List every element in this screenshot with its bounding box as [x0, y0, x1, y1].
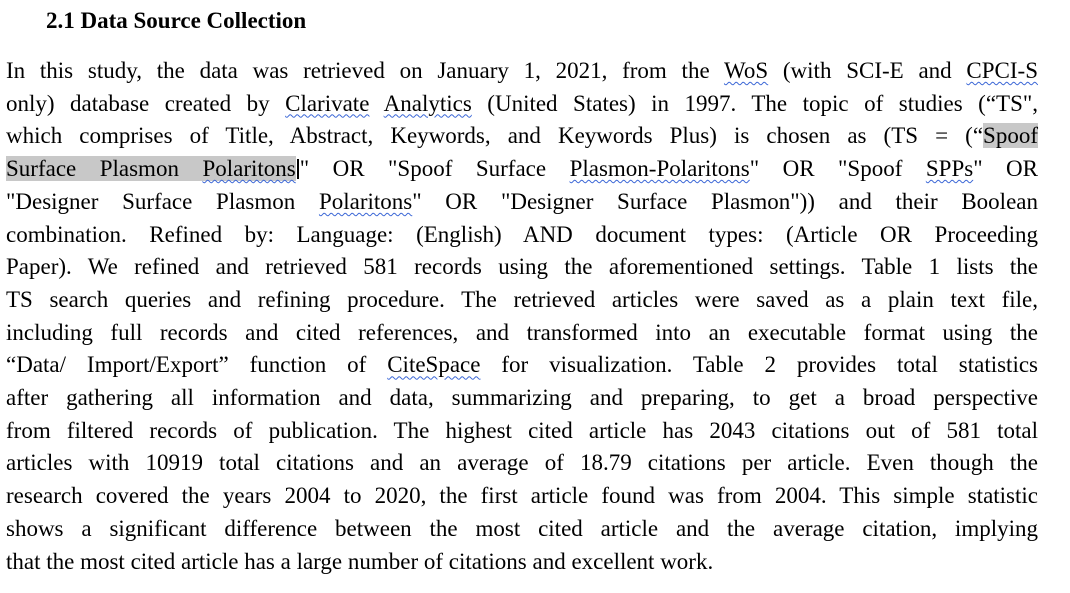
text-line: Paper). We refined and retrieved 581 records using the aforementioned settings. Table 1 lists the	[6, 254, 1038, 280]
spellcheck-word: WoS	[723, 58, 769, 83]
spellcheck-word: Plasmon-Polaritons	[569, 156, 750, 182]
text-line: TS search queries and refining procedure. The retrieved articles were saved as a plain text file,	[6, 286, 1038, 312]
text-line: "Designer Surface Plasmon Polaritons" OR "Designer Surface Plasmon")) and their Boolean	[6, 188, 1038, 214]
selected-text: Spoof	[983, 123, 1038, 149]
spellcheck-word: Polaritons	[318, 188, 413, 214]
text-line: after gathering all information and data, summarizing and preparing, to get a broad perspective	[6, 385, 1038, 410]
spellcheck-word: Clarivate	[285, 90, 370, 116]
selected-text: Polaritons	[202, 156, 296, 182]
text-line: that the most cited article has a large number of citations and excellent work.	[6, 548, 714, 574]
text-line: articles with 10919 total citations and an average of 18.79 citations per article. Even though the	[6, 450, 1038, 476]
text-line: Surface Plasmon Polaritons " OR "Spoof Surface Plasmon-Polaritons" OR "Spoof SPPs" OR	[6, 156, 1039, 182]
text-line: from filtered records of publication. The highest cited article has 2043 citations out of 581 total	[6, 417, 1038, 443]
selected-text: Surface Plasmon	[6, 156, 203, 182]
text-line: only) database created by Clarivate Analytics (United States) in 1997. The topic of studies (“TS",	[6, 90, 1039, 116]
text-line: combination. Refined by: Language: (English) AND document types: (Article OR Proceeding	[6, 221, 1038, 247]
text-line: research covered the years 2004 to 2020, the first article found was from 2004. This simple statistic	[6, 483, 1038, 509]
text-line: which comprises of Title, Abstract, Keywords, and Keywords Plus) is chosen as (TS = (“Spoof	[6, 123, 1038, 149]
spellcheck-word: CiteSpace	[387, 352, 481, 378]
text-line: including full records and cited references, and transformed into an executable format using the	[6, 319, 1038, 345]
spellcheck-word: Analytics	[383, 90, 472, 116]
text-line: “Data/ Import/Export” function of CiteSpace for visualization. Table 2 provides total statistics	[6, 352, 1038, 378]
text-line: In this study, the data was retrieved on January 1, 2021, from the WoS (with SCI-E and CPCI-S	[6, 58, 1038, 83]
spellcheck-word: SPPs	[925, 156, 974, 182]
text-line: shows a significant difference between the most cited article and the average citation, implying	[6, 515, 1038, 541]
section-heading: 2.1 Data Source Collection	[46, 8, 307, 33]
spellcheck-word: CPCI-S	[966, 58, 1038, 83]
text-cursor	[297, 159, 299, 179]
